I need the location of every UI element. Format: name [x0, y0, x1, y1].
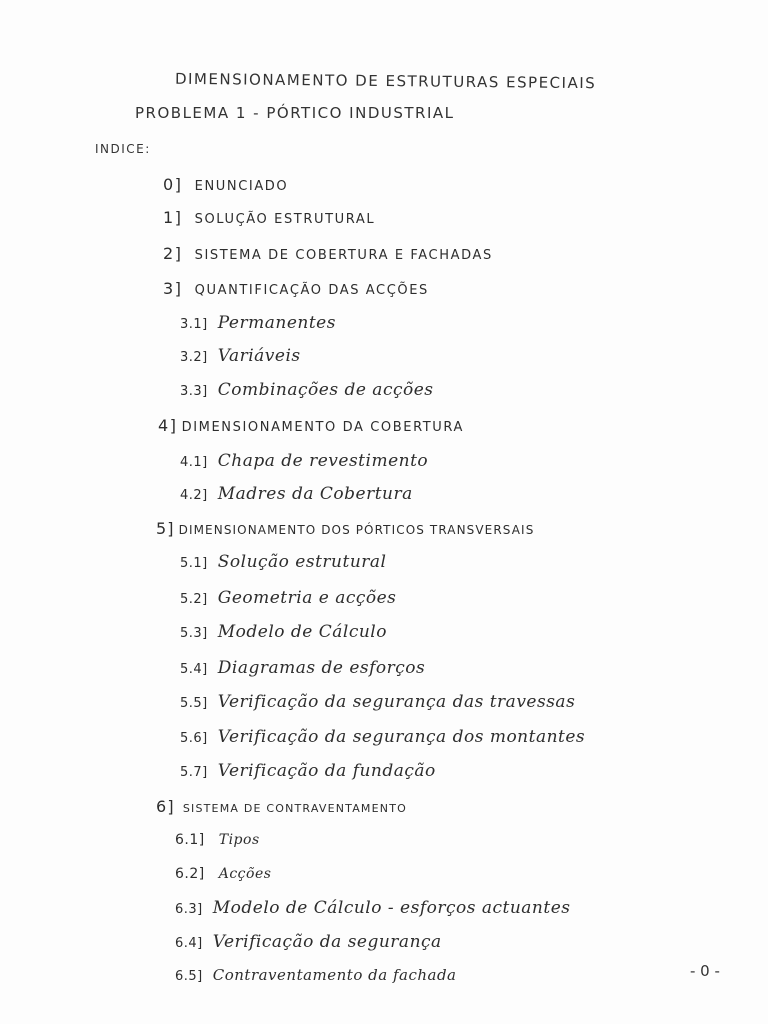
index-item-6	[156, 797, 407, 816]
index-item-text: DIMENSIONAMENTO DA COBERTURA	[181, 420, 465, 435]
index-item-5-1	[180, 552, 386, 572]
index-item-number: 5.5]	[180, 696, 208, 711]
index-item-text: Combinações de acções	[217, 380, 434, 400]
index-item-text: Tipos	[218, 832, 260, 848]
index-item-5-2	[180, 588, 396, 608]
index-item-text: Modelo de Cálculo	[217, 622, 387, 642]
index-item-text: Acções	[218, 866, 272, 882]
index-item-text: Verificação da segurança	[212, 932, 442, 952]
index-item-0	[163, 175, 288, 194]
index-item-number: 5.3]	[180, 626, 208, 641]
index-item-number: 4.1]	[180, 455, 208, 470]
index-item-text: Geometria e acções	[217, 588, 397, 608]
index-item-number: 5.2]	[180, 592, 208, 607]
index-item-4-1	[180, 451, 428, 471]
index-item-2	[163, 244, 493, 263]
index-item-number: 2]	[163, 244, 183, 263]
index-item-text: Verificação da fundação	[217, 761, 436, 781]
index-item-6-2	[175, 866, 271, 882]
index-item-number: 6]	[156, 797, 175, 816]
index-item-number: 3.1]	[180, 317, 208, 332]
index-item-text: Solução estrutural	[217, 552, 387, 572]
index-item-number: 5.7]	[180, 765, 208, 780]
index-item-5-6	[180, 727, 585, 747]
index-item-number: 3.3]	[180, 384, 208, 399]
index-item-text: Verificação da segurança das travessas	[217, 692, 576, 712]
index-item-text: QUANTIFICAÇÃO DAS ACÇÕES	[194, 283, 429, 298]
index-item-6-3	[175, 898, 571, 918]
document-title: DIMENSIONAMENTO DE ESTRUTURAS ESPECIAIS	[174, 69, 597, 93]
index-item-3-3	[180, 380, 434, 400]
index-item-number: 6.4]	[175, 936, 203, 951]
index-item-4-2	[180, 484, 413, 504]
index-heading: INDICE:	[95, 142, 151, 156]
index-item-1	[163, 208, 375, 227]
index-item-number: 5.6]	[180, 731, 208, 746]
page-number: - 0 -	[690, 962, 720, 980]
index-item-text: Chapa de revestimento	[217, 451, 429, 471]
problem-subtitle: PROBLEMA 1 - PÓRTICO INDUSTRIAL	[135, 104, 455, 122]
index-item-number: 6.5]	[175, 969, 203, 984]
index-item-text: Variáveis	[217, 346, 301, 366]
index-item-text: Madres da Cobertura	[217, 484, 413, 504]
index-item-number: 6.3]	[175, 902, 203, 917]
index-item-number: 1]	[163, 208, 183, 227]
index-item-6-5	[175, 966, 457, 984]
index-item-number: 4]	[158, 416, 178, 435]
index-item-5-7	[180, 761, 436, 781]
index-item-5-5	[180, 692, 575, 712]
index-item-number: 5.4]	[180, 662, 208, 677]
index-item-text: DIMENSIONAMENTO DOS PÓRTICOS TRANSVERSAIS	[178, 523, 535, 537]
index-item-text: SISTEMA DE CONTRAVENTAMENTO	[182, 802, 407, 815]
index-item-text: Diagramas de esforços	[217, 658, 426, 678]
index-item-text: Contraventamento da fachada	[212, 966, 457, 984]
index-item-number: 4.2]	[180, 488, 208, 503]
index-item-text: Verificação da segurança dos montantes	[217, 727, 586, 747]
index-item-text: SISTEMA DE COBERTURA E FACHADAS	[194, 248, 493, 263]
index-item-6-1	[175, 832, 260, 848]
index-item-3-2	[180, 346, 301, 366]
index-item-number: 0]	[163, 175, 183, 194]
index-item-text: Modelo de Cálculo - esforços actuantes	[212, 898, 571, 918]
index-item-number: 5.1]	[180, 556, 208, 571]
index-item-4	[158, 416, 464, 435]
index-item-number: 5]	[156, 519, 175, 538]
index-item-text: SOLUÇÃO ESTRUTURAL	[194, 212, 376, 227]
index-item-5	[156, 519, 534, 538]
index-item-number: 3.2]	[180, 350, 208, 365]
index-item-5-3	[180, 622, 387, 642]
index-item-number: 6.1]	[175, 832, 205, 848]
index-item-text: ENUNCIADO	[194, 179, 289, 194]
index-item-3-1	[180, 313, 336, 333]
index-item-3	[163, 279, 429, 298]
index-item-5-4	[180, 658, 425, 678]
index-item-number: 3]	[163, 279, 183, 298]
index-item-number: 6.2]	[175, 866, 205, 882]
index-item-6-4	[175, 932, 442, 952]
index-item-text: Permanentes	[217, 313, 336, 333]
